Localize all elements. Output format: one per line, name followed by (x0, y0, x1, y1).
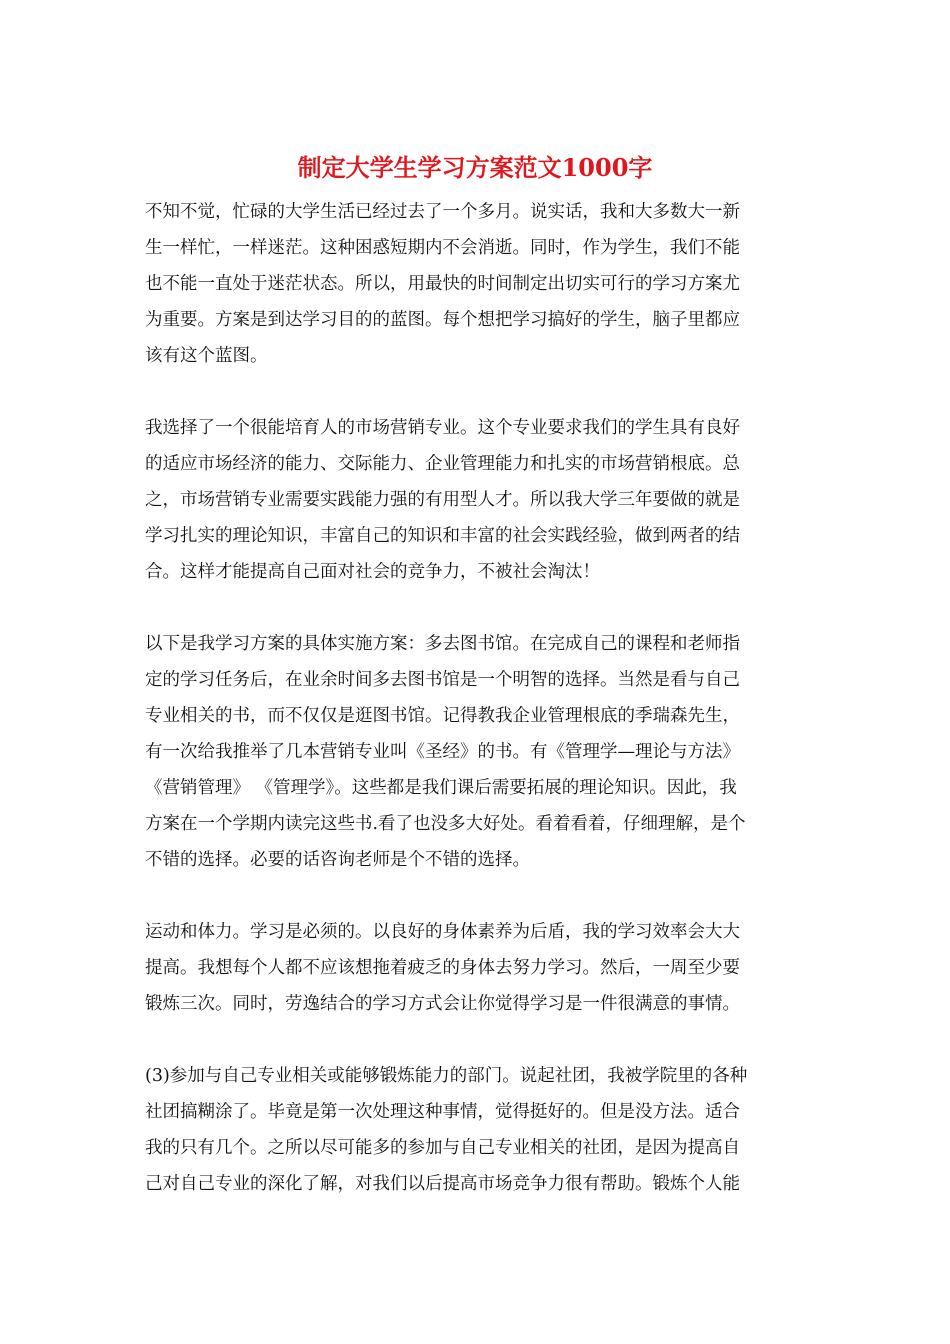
paragraph-line: 该有这个蓝图。 (145, 346, 268, 366)
paragraph-line: 不知不觉，忙碌的大学生活已经过去了一个多月。说实话，我和大多数大一新 (145, 202, 740, 222)
paragraph-2 (145, 410, 805, 590)
paragraph-line: 之，市场营销专业需要实践能力强的有用型人才。所以我大学三年要做的就是 (145, 490, 740, 510)
paragraph-line: 定的学习任务后，在业余时间多去图书馆是一个明智的选择。当然是看与自己 (145, 670, 740, 690)
paragraph-3 (145, 626, 805, 878)
paragraph-line: 己对自己专业的深化了解，对我们以后提高市场竞争力很有帮助。锻炼个人能 (145, 1174, 740, 1194)
paragraph-line: 社团搞糊涂了。毕竟是第一次处理这种事情，觉得挺好的。但是没方法。适合 (145, 1102, 740, 1122)
paragraph-5 (145, 1058, 805, 1202)
paragraph-line: 为重要。方案是到达学习目的的蓝图。每个想把学习搞好的学生，脑子里都应 (145, 310, 740, 330)
paragraph-line: 合。这样才能提高自己面对社会的竞争力，不被社会淘汰！ (145, 562, 600, 582)
paragraph-line: 专业相关的书，而不仅仅是逛图书馆。记得教我企业管理根底的季瑞森先生， (145, 706, 740, 726)
paragraph-line: 不错的选择。必要的话咨询老师是个不错的选择。 (145, 850, 530, 870)
paragraph-line: 学习扎实的理论知识，丰富自己的知识和丰富的社会实践经验，做到两者的结 (145, 526, 740, 546)
paragraph-line: 生一样忙，一样迷茫。这种困惑短期内不会消逝。同时，作为学生，我们不能 (145, 238, 740, 258)
paragraph-line: 提高。我想每个人都不应该想拖着疲乏的身体去努力学习。然后，一周至少要 (145, 958, 740, 978)
paragraph-4 (145, 914, 805, 1022)
document-title: 制定大学生学习方案范文1000字 (297, 153, 653, 182)
paragraph-line: 以下是我学习方案的具体实施方案：多去图书馆。在完成自己的课程和老师指 (145, 634, 740, 654)
paragraph-1 (145, 194, 805, 374)
document-body (145, 194, 805, 1238)
paragraph-line: 的适应市场经济的能力、交际能力、企业管理能力和扎实的市场营销根底。总 (145, 454, 740, 474)
paragraph-line: 我的只有几个。之所以尽可能多的参加与自己专业相关的社团，是因为提高自 (145, 1138, 740, 1158)
paragraph-line: 我选择了一个很能培育人的市场营销专业。这个专业要求我们的学生具有良好 (145, 418, 740, 438)
paragraph-line: 方案在一个学期内读完这些书.看了也没多大好处。看着看着，仔细理解，是个 (145, 814, 746, 834)
paragraph-line: 有一次给我推举了几本营销专业叫《圣经》的书。有《管理学—理论与方法》 (145, 742, 740, 762)
paragraph-line: 《营销管理》 《管理学》。这些都是我们课后需要拓展的理论知识。因此，我 (145, 778, 737, 798)
paragraph-line: 也不能一直处于迷茫状态。所以，用最快的时间制定出切实可行的学习方案尤 (145, 274, 740, 294)
paragraph-line: (3)参加与自己专业相关或能够锻炼能力的部门。说起社团，我被学院里的各种 (145, 1066, 748, 1086)
paragraph-line: 锻炼三次。同时，劳逸结合的学习方式会让你觉得学习是一件很满意的事情。 (145, 994, 740, 1014)
paragraph-line: 运动和体力。学习是必须的。以良好的身体素养为后盾，我的学习效率会大大 (145, 922, 740, 942)
